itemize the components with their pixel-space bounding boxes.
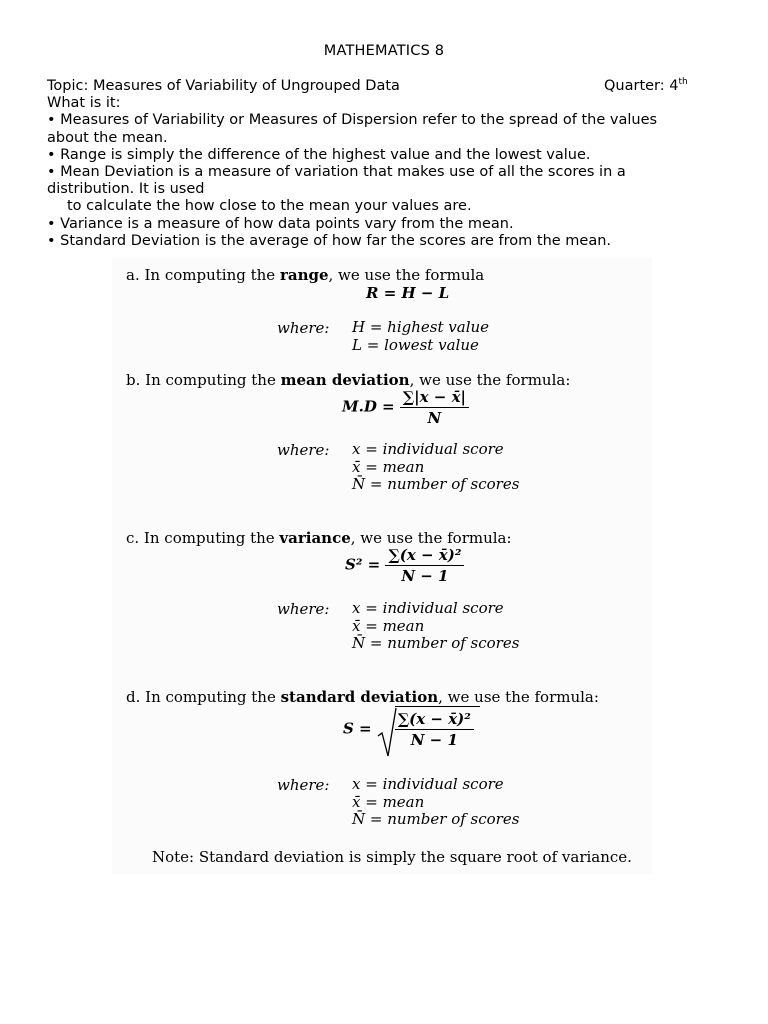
quarter-sup: th (678, 77, 688, 87)
range-heading-post: , we use the formula (328, 266, 485, 284)
md-where-x: x = individual score (352, 440, 504, 458)
md-numerator: ∑|x − x̄| (400, 388, 469, 408)
var-heading-post: , we use the formula: (350, 529, 512, 547)
var-where-mean: x̄ = mean (352, 616, 425, 635)
md-fraction (400, 388, 469, 427)
formula-figure (112, 258, 652, 874)
topic-row (47, 78, 707, 95)
range-formula: R = H − L (366, 284, 450, 302)
md-where-n: N̄ = number of scores (352, 475, 520, 493)
sd-where-n: N̄ = number of scores (352, 810, 520, 828)
what-is-it-heading: What is it: (47, 95, 121, 112)
md-where-mean: x̄ = mean (352, 457, 425, 476)
sd-heading-bold: standard deviation (280, 688, 439, 706)
var-denominator: N − 1 (401, 567, 449, 585)
var-where-n: N̄ = number of scores (352, 634, 520, 652)
sd-where-x: x = individual score (352, 775, 504, 793)
range-heading-pre: a. In computing the (126, 266, 280, 284)
var-where-label: where: (277, 600, 330, 618)
range-where-h: H = highest value (352, 318, 490, 336)
var-lhs: S² = (345, 555, 381, 574)
sd-fraction (395, 710, 474, 749)
std-dev-formula (343, 710, 474, 749)
md-lhs: M.D = (342, 397, 395, 416)
bullet-mean-deviation-cont: distribution. It is used (47, 181, 205, 198)
mean-deviation-heading (126, 371, 570, 389)
quarter-text: Quarter: 4 (604, 78, 679, 94)
mean-deviation-formula (342, 388, 469, 427)
range-where-list (352, 319, 489, 354)
sd-heading-pre: d. In computing the (126, 688, 281, 706)
bullet-variance: • Variance is a measure of how data points vary from the mean. (47, 215, 514, 232)
quarter-label (604, 78, 688, 95)
topic-text: Topic: Measures of Variability of Ungrouped Data (47, 78, 400, 94)
md-where-list (352, 441, 519, 494)
sqrt-wrap (377, 710, 474, 749)
var-heading-pre: c. In computing the (126, 529, 280, 547)
range-where-label: where: (277, 319, 330, 337)
intro-block (47, 78, 707, 250)
bullet-variability-cont: about the mean. (47, 129, 168, 146)
sd-heading-post: , we use the formula: (438, 688, 599, 706)
sd-lhs: S = (343, 719, 372, 738)
sd-numerator: ∑(x − x̄)² (395, 710, 474, 730)
range-heading (126, 266, 484, 284)
bullet-variability: • Measures of Variability or Measures of Dispersion refer to the spread of the values (47, 112, 658, 129)
bullet-mean-deviation-cont2: to calculate the how close to the mean your values are. (67, 198, 472, 215)
bullet-standard-deviation: • Standard Deviation is the average of how far the scores are from the mean. (47, 232, 612, 249)
var-numerator: ∑(x − x̄)² (385, 546, 464, 566)
md-heading-pre: b. In computing the (126, 371, 281, 389)
sd-denominator: N − 1 (410, 731, 458, 749)
sd-where-label: where: (277, 776, 330, 794)
variance-heading (126, 529, 512, 547)
var-where-x: x = individual score (352, 599, 504, 617)
sqrt-vinculum (395, 706, 480, 707)
sqrt-icon (377, 706, 397, 758)
variance-formula (345, 546, 464, 585)
var-heading-bold: variance (279, 529, 351, 547)
md-heading-bold: mean deviation (280, 371, 410, 389)
md-heading-post: , we use the formula: (409, 371, 571, 389)
range-heading-bold: range (279, 266, 329, 284)
md-where-label: where: (277, 441, 330, 459)
std-dev-heading (126, 688, 599, 706)
bullet-range: • Range is simply the difference of the highest value and the lowest value. (47, 146, 591, 163)
md-denominator: N (427, 409, 442, 427)
bullet-mean-deviation: • Mean Deviation is a measure of variation that makes use of all the scores in a (47, 164, 626, 180)
sd-where-list (352, 776, 519, 829)
var-where-list (352, 600, 519, 653)
range-where-l: L = lowest value (352, 335, 479, 354)
sd-where-mean: x̄ = mean (352, 792, 425, 811)
document-title: MATHEMATICS 8 (323, 43, 445, 59)
var-fraction (385, 546, 464, 585)
note-text: Note: Standard deviation is simply the square root of variance. (152, 848, 632, 866)
